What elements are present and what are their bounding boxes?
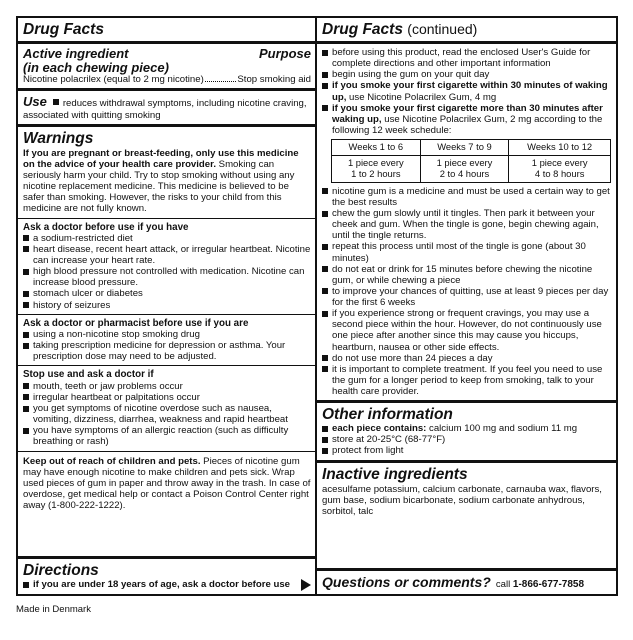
ask-doctor-section [18,218,315,314]
phone-number: 1-866-677-7858 [512,579,585,591]
cell-line: 4 to 8 hours [534,167,585,179]
list-item: protect from light [322,445,612,456]
list-item: before using this product, read the enclosed User's Guide for complete directions and other important information [322,47,612,69]
list-item: you have symptoms of an allergic reaction (such as difficulty breathing or rash) [23,425,311,447]
use-section [18,88,315,123]
list-item: if you are under 18 years of age, ask a doctor before use [23,579,290,590]
ask-pharmacist-list [23,329,311,362]
chewing-piece-subheading: (in each chewing piece) [23,59,169,75]
list-item [322,423,612,434]
list-item: nicotine gum is a medicine and must be used a certain way to get the best results [322,186,612,208]
directions-more-list [322,186,612,397]
keep-out-text: Pieces of nicotine gum may have enough nicotine to make children and pets sick. Wrap used pieces of gum in paper and throw away in the trash. In case of overdose, get medical help or contact a Poison Control Center right away (1-800-222-1222). [23,455,311,512]
active-ingredient-section [18,41,315,88]
stop-use-heading: Stop use and ask a doctor if [23,369,154,381]
directions-heading: Directions [23,561,99,579]
warnings-section [18,124,315,218]
schedule-table [331,139,611,183]
ingredient-purpose: Stop smoking aid [237,74,311,86]
other-information-heading: Other information [322,406,453,424]
list-item: stomach ulcer or diabetes [23,288,311,299]
continued-title-section [317,18,616,41]
list-item: mouth, teeth or jaw problems occur [23,381,311,392]
spacer [18,514,315,556]
list-item [322,80,612,102]
each-piece-bold: each piece contains: [332,423,427,435]
questions-heading: Questions or comments? [322,574,491,591]
cell-line: 1 to 2 hours [351,167,401,179]
table-header-cell: Weeks 10 to 12 [509,140,611,156]
list-item: chew the gum slowly until it tingles. Then park it between your cheek and gum. When the tingle is gone, begin chewing again, until the tingle returns. [322,208,612,241]
call-label: call [495,579,511,591]
pregnancy-warning-bold: If you are pregnant or breast-feeding, only use this medicine on the advice of your health care provider. [23,147,299,170]
made-in-text: Made in Denmark [16,604,91,615]
inactive-ingredients-text: acesulfame potassium, calcium carbonate, carnauba wax, flavors, gum base, sodium bicarbonate, sodium carbonate anhydrous, sorbitol, talc [322,483,602,517]
inactive-ingredients-heading: Inactive ingredients [322,465,468,483]
ask-pharmacist-heading: Ask a doctor or pharmacist before use if you are [23,317,249,329]
after-30-bold: if you smoke your first cigarette more than 30 minutes after waking up, [332,102,603,125]
table-cell [332,155,421,182]
dot-leader [205,81,237,82]
table-row [332,155,611,182]
within-30-bold: if you smoke your first cigarette within 30 minutes of waking up, [332,80,608,103]
within-30-text: use Nicotine Polacrilex Gum, 4 mg [346,91,497,103]
active-ingredient-heading: Active ingredient [23,46,129,62]
list-item: you get symptoms of nicotine overdose such as nausea, vomiting, dizziness, diarrhea, weakness and rapid heartbeat [23,403,311,425]
table-row [332,140,611,156]
list-item: using a non-nicotine stop smoking drug [23,329,311,340]
directions-list [322,47,612,136]
list-item: high blood pressure not controlled with medication. Nicotine can increase blood pressure. [23,266,311,288]
list-item: it is important to complete treatment. If you feel you need to use the gum for a longer period to keep from smoking, talk to your health care provider. [322,364,612,397]
title-section [18,18,315,41]
table-cell [509,155,611,182]
stop-use-list [23,381,311,448]
directions-section [18,556,315,594]
bullet-icon [53,99,59,105]
cell-line: 1 piece every [347,156,404,168]
each-piece-text: calcium 100 mg and sodium 11 mg [426,423,578,435]
continued-arrow-icon [301,579,311,591]
table-header-cell: Weeks 7 to 9 [420,140,509,156]
list-item: begin using the gum on your quit day [322,69,612,80]
list-item: if you experience strong or frequent cravings, you may use a second piece within the hour. However, do not continuously use one piece after another since this may cause you hiccups, heartburn, nausea or other side effects. [322,308,612,353]
keep-out-section [18,451,315,515]
pregnancy-warning [23,148,311,215]
table-header-cell: Weeks 1 to 6 [332,140,421,156]
drug-facts-continued-title [322,21,612,38]
use-heading: Use [23,94,47,110]
list-item: do not use more than 24 pieces a day [322,353,612,364]
continued-title: Drug Facts [322,21,403,38]
list-item: repeat this process until most of the tingle is gone (about 30 minutes) [322,241,612,263]
table-cell [420,155,509,182]
other-information-section [317,400,616,459]
ingredient-row [23,74,311,85]
drug-facts-label [16,16,618,596]
ask-pharmacist-section [18,314,315,366]
pregnancy-warning-text: Smoking can seriously harm your child. Try to stop smoking without using any nicotine replacement medicine. This medicine is believed to be safer than smoking. However, the risks to your child from this medicine are not fully known. [23,158,295,215]
list-item: history of seizures [23,300,311,311]
purpose-heading: Purpose [258,46,311,62]
drug-facts-title: Drug Facts [23,21,104,38]
list-item: to improve your chances of quitting, use at least 9 pieces per day for the first 6 weeks [322,286,612,308]
keep-out-bold: Keep out of reach of children and pets. [23,455,201,467]
list-item: do not eat or drink for 15 minutes before chewing the nicotine gum, or while chewing a piece [322,264,612,286]
keep-out-warning [23,456,311,512]
ingredient-name: Nicotine polacrilex (equal to 2 mg nicotine) [23,74,204,86]
directions-first-row [23,579,311,591]
ask-doctor-heading: Ask a doctor before use if you have [23,221,189,233]
ask-doctor-list [23,233,311,311]
cell-line: 1 piece every [531,156,588,168]
questions-section [317,568,616,594]
use-text: reduces withdrawal symptoms, including nicotine craving, associated with quitting smoking [23,98,307,121]
after-30-text: use Nicotine Polacrilex Gum, 2 mg according to the following 12 week schedule: [332,113,603,136]
list-item: irregular heartbeat or palpitations occur [23,392,311,403]
right-column [317,18,616,594]
list-item [322,103,612,136]
list-item: taking prescription medicine for depression or asthma. Your prescription dose may need to be adjusted. [23,340,311,362]
cell-line: 1 piece every [436,156,493,168]
list-item: store at 20-25°C (68-77°F) [322,434,612,445]
list-item: a sodium-restricted diet [23,233,311,244]
cell-line: 2 to 4 hours [439,167,490,179]
warnings-heading: Warnings [23,129,94,147]
other-information-list [322,423,612,456]
list-item: heart disease, recent heart attack, or irregular heartbeat. Nicotine can increase your heart rate. [23,244,311,266]
stop-use-section [18,365,315,450]
continued-label: (continued) [407,21,478,37]
inactive-ingredients-section [317,460,616,520]
directions-continued-section [317,41,616,400]
spacer [317,520,616,568]
left-column [18,18,317,594]
